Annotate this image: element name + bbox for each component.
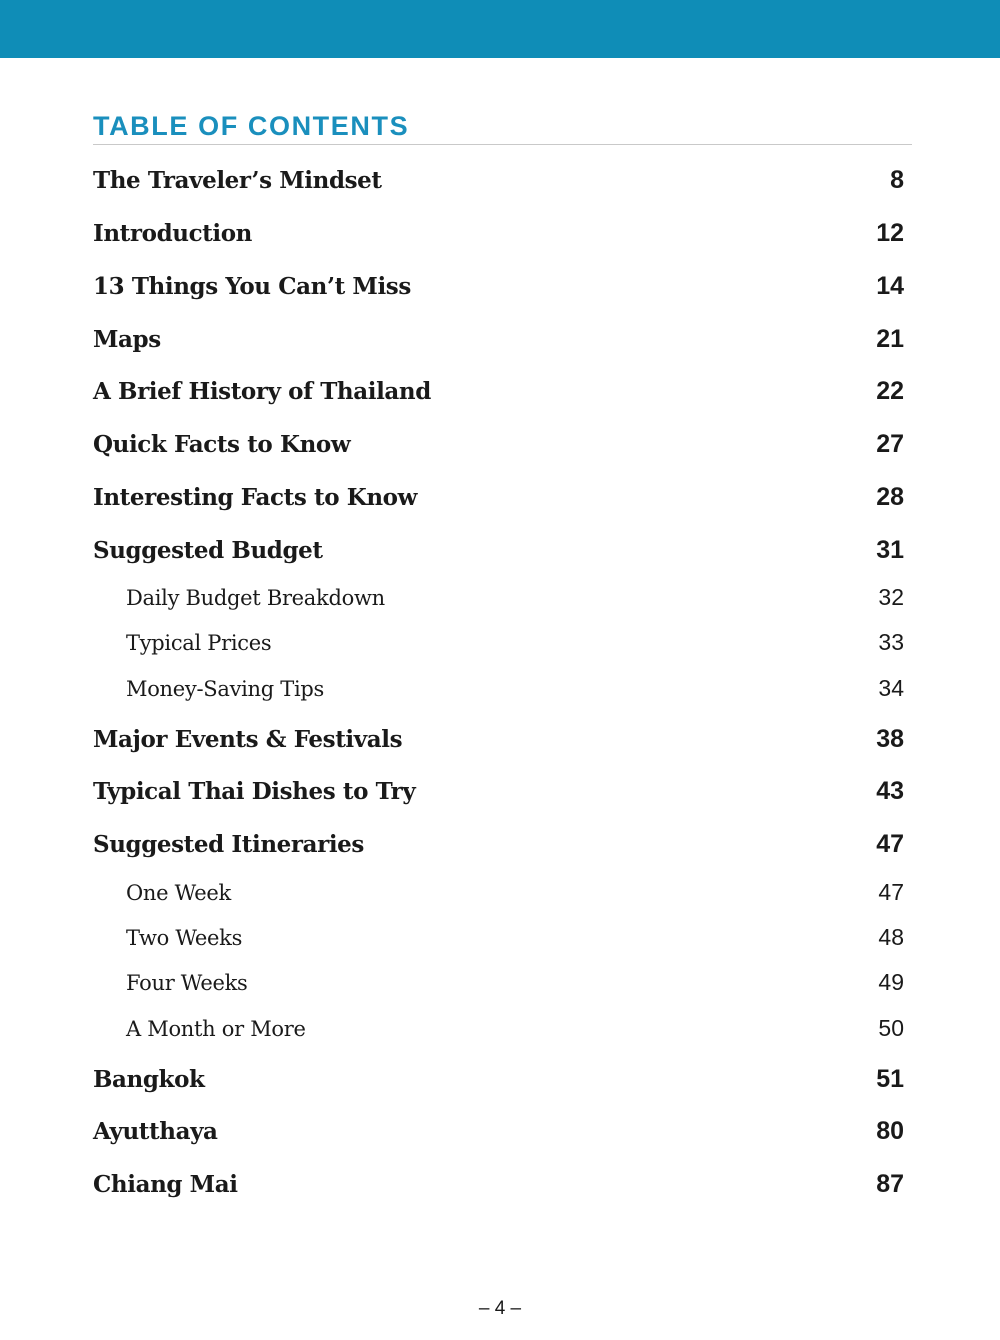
toc-entry-page: 22 (876, 377, 904, 405)
toc-entry-title: Money-Saving Tips (126, 677, 325, 701)
toc-entry-title: Bangkok (93, 1066, 205, 1093)
toc-entry[interactable] (93, 272, 904, 301)
toc-entry-page: 47 (876, 830, 904, 858)
toc-entry-title: Ayutthaya (93, 1118, 218, 1145)
toc-entry[interactable] (93, 166, 904, 195)
toc-entry[interactable] (93, 777, 904, 806)
toc-entry-page: 12 (876, 219, 904, 247)
toc-entry-title: A Month or More (126, 1017, 306, 1041)
toc-heading: TABLE OF CONTENTS (93, 111, 410, 141)
toc-entry-page: 31 (876, 536, 904, 564)
toc-entry-page: 33 (878, 629, 904, 655)
toc-entry[interactable] (93, 725, 904, 754)
toc-entry-title: A Brief History of Thailand (93, 378, 431, 405)
toc-entry-page: 38 (876, 725, 904, 753)
toc-subentry[interactable] (93, 924, 904, 951)
toc-entry[interactable] (93, 1170, 904, 1199)
toc-list (93, 0, 904, 1340)
toc-entry[interactable] (93, 536, 904, 565)
toc-entry-page: 43 (876, 777, 904, 805)
toc-entry-page: 49 (878, 969, 904, 995)
toc-subentry[interactable] (93, 969, 904, 996)
toc-entry-page: 28 (876, 483, 904, 511)
toc-entry-title: Two Weeks (126, 926, 243, 950)
toc-entry-title: One Week (126, 881, 231, 905)
toc-entry-page: 8 (890, 166, 904, 194)
toc-entry[interactable] (93, 1065, 904, 1094)
toc-entry-page: 21 (876, 325, 904, 353)
toc-entry-page: 32 (878, 584, 904, 610)
toc-entry-title: 13 Things You Can’t Miss (93, 273, 411, 300)
toc-subentry[interactable] (93, 675, 904, 702)
toc-entry[interactable] (93, 325, 904, 354)
page-number: – 4 – (478, 1298, 522, 1319)
toc-entry-title: Typical Thai Dishes to Try (93, 778, 416, 805)
toc-entry[interactable] (93, 219, 904, 248)
toc-subentry[interactable] (93, 879, 904, 906)
toc-entry-title: Suggested Budget (93, 537, 323, 564)
toc-subentry[interactable] (93, 1015, 904, 1042)
toc-entry-page: 34 (878, 675, 904, 701)
toc-entry[interactable] (93, 430, 904, 459)
toc-entry-title: The Traveler’s Mindset (93, 167, 382, 194)
toc-entry-page: 47 (878, 879, 904, 905)
toc-entry-page: 80 (876, 1117, 904, 1145)
toc-entry-page: 50 (878, 1015, 904, 1041)
toc-entry-page: 27 (876, 430, 904, 458)
toc-entry-page: 87 (876, 1170, 904, 1198)
toc-entry[interactable] (93, 377, 904, 406)
toc-subentry[interactable] (93, 584, 904, 611)
toc-entry-title: Introduction (93, 220, 252, 247)
toc-entry-page: 51 (876, 1065, 904, 1093)
toc-entry-page: 14 (876, 272, 904, 300)
toc-entry[interactable] (93, 1117, 904, 1146)
toc-subentry[interactable] (93, 629, 904, 656)
toc-entry-title: Suggested Itineraries (93, 831, 364, 858)
toc-entry-title: Chiang Mai (93, 1171, 238, 1198)
toc-entry-title: Interesting Facts to Know (93, 484, 417, 511)
toc-entry[interactable] (93, 830, 904, 859)
toc-entry-title: Major Events & Festivals (93, 726, 403, 753)
toc-entry-title: Four Weeks (126, 971, 248, 995)
toc-entry[interactable] (93, 483, 904, 512)
toc-entry-page: 48 (878, 924, 904, 950)
toc-entry-title: Quick Facts to Know (93, 431, 351, 458)
toc-entry-title: Maps (93, 326, 161, 353)
toc-entry-title: Typical Prices (126, 631, 272, 655)
toc-entry-title: Daily Budget Breakdown (126, 586, 385, 610)
